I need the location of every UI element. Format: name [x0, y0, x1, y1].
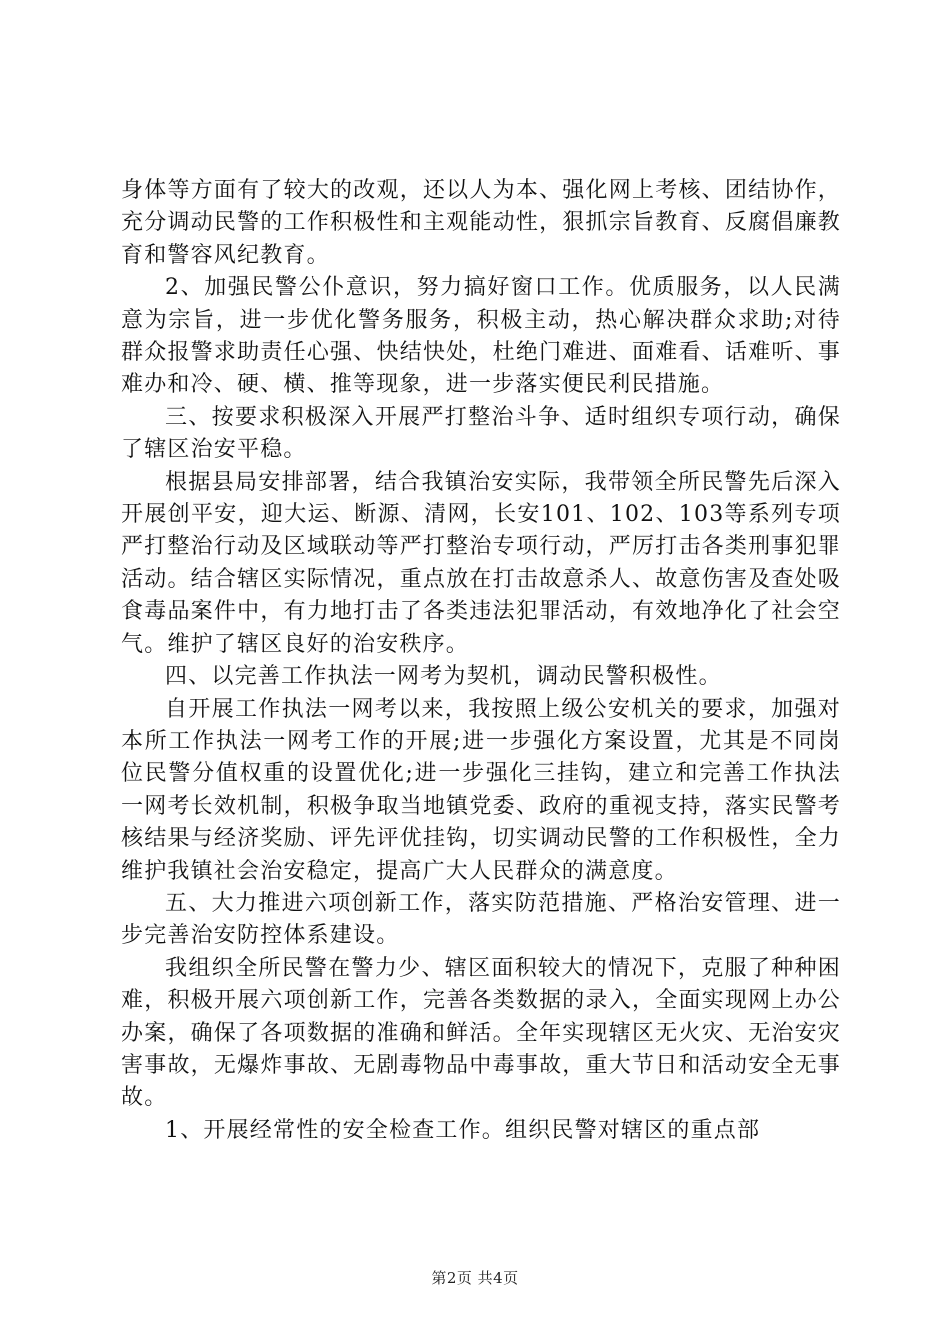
- paragraph-1: 身体等方面有了较大的改观，还以人为本、强化网上考核、团结协作，充分调动民警的工作积极性和主观能动性，狠抓宗旨教育、反腐倡廉教育和警容风纪教育。: [121, 178, 841, 268]
- paragraph-7: 五、大力推进六项创新工作，落实防范措施、严格治安管理、进一步完善治安防控体系建设。: [121, 890, 841, 949]
- paragraph-4: 根据县局安排部署，结合我镇治安实际，我带领全所民警先后深入开展创平安，迎大运、断源、清网，长安101、102、103等系列专项严打整治行动及区域联动等严打整治专项行动，严厉打击各类刑事犯罪活动。结合辖区实际情况，重点放在打击故意杀人、故意伤害及查处吸食毒品案件中，有力地打击了各类违法犯罪活动，有效地净化了社会空气。维护了辖区良好的治安秩序。: [121, 469, 841, 657]
- paragraph-5: 四、以完善工作执法一网考为契机，调动民警积极性。: [165, 664, 722, 690]
- document-body: [121, 175, 841, 1147]
- page-number-label: 第2页 共4页: [431, 1269, 519, 1287]
- paragraph-9: 1、开展经常性的安全检查工作。组织民警对辖区的重点部: [165, 1117, 761, 1143]
- paragraph-6: 自开展工作执法一网考以来，我按照上级公安机关的要求，加强对本所工作执法一网考工作的开展;进一步强化方案设置，尤其是不同岗位民警分值权重的设置优化;进一步强化三挂钩，建立和完善工作执法一网考长效机制，积极争取当地镇党委、政府的重视支持，落实民警考核结果与经济奖励、评先评优挂钩，切实调动民警的工作积极性，全力维护我镇社会治安稳定，提高广大人民群众的满意度。: [121, 696, 841, 884]
- page-footer: [0, 1268, 950, 1288]
- paragraph-8: 我组织全所民警在警力少、辖区面积较大的情况下，克服了种种困难，积极开展六项创新工作，完善各类数据的录入，全面实现网上办公办案，确保了各项数据的准确和鲜活。全年实现辖区无火灾、无治安灾害事故，无爆炸事故、无剧毒物品中毒事故，重大节日和活动安全无事故。: [121, 955, 841, 1111]
- paragraph-2: 2、加强民警公仆意识，努力搞好窗口工作。优质服务，以人民满意为宗旨，进一步优化警务服务，积极主动，热心解决群众求助;对待群众报警求助责任心强、快结快处，杜绝门难进、面难看、话难听、事难办和冷、硬、横、推等现象，进一步落实便民利民措施。: [121, 275, 841, 398]
- paragraph-3: 三、按要求积极深入开展严打整治斗争、适时组织专项行动，确保了辖区治安平稳。: [121, 404, 841, 463]
